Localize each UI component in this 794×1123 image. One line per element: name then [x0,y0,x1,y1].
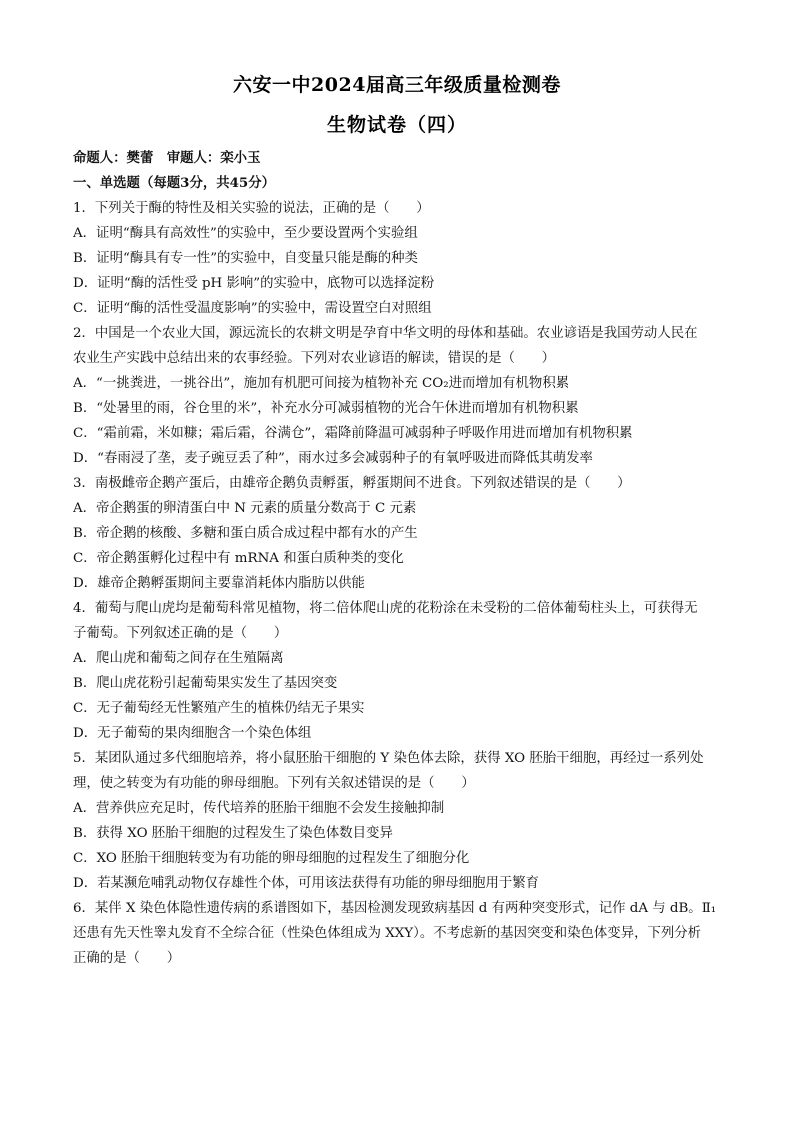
text-line: 3．南极雌帝企鹅产蛋后，由雄帝企鹅负责孵蛋，孵蛋期间不进食。下列叙述错误的是（ ） [73,476,631,491]
exam-title: 六安一中2024届高三年级质量检测卷 [233,74,561,96]
text-line: B．帝企鹅的核酸、多糖和蛋白质合成过程中都有水的产生 [73,526,418,541]
text-line: A．营养供应充足时，传代培养的胚胎干细胞不会发生接触抑制 [73,801,445,816]
text-line: 子葡萄。下列叙述正确的是（ ） [73,626,288,641]
text-line: D．证明“酶的活性受 pH 影响”的实验中，底物可以选择淀粉 [73,276,435,291]
text-line: 5．某团队通过多代细胞培养，将小鼠胚胎干细胞的 Y 染色体去除，获得 XO 胚胎干细胞，再经过一系列处 [73,751,704,766]
question-lines [73,196,723,971]
text-line: C．无子葡萄经无性繁殖产生的植株仍结无子果实 [73,701,365,716]
text-line: C．“霜前霜，米如糠；霜后霜，谷满仓”，霜降前降温可减弱种子呼吸作用进而增加有机物积累 [73,426,633,441]
text-line: B．“处暑里的雨，谷仓里的米”，补充水分可减弱植物的光合午休进而增加有机物积累 [73,401,579,416]
text-line: 2．中国是一个农业大国，源远流长的农耕文明是孕育中华文明的母体和基础。农业谚语是我国劳动人民在 [73,326,698,341]
text-line: 正确的是（ ） [73,951,181,966]
text-line: D．雄帝企鹅孵蛋期间主要靠消耗体内脂肪以供能 [73,576,365,591]
text-line: 1．下列关于酶的特性及相关实验的说法，正确的是（ ） [73,201,430,216]
exam-subtitle: 生物试卷（四） [326,114,467,136]
exam-content [73,146,723,971]
text-line: D．若某濒危哺乳动物仅存雄性个体，可用该法获得有功能的卵母细胞用于繁育 [73,876,540,891]
text-line: B．获得 XO 胚胎干细胞的过程发生了染色体数目变异 [73,826,393,841]
text-line: A．“一挑粪进，一挑谷出”，施加有机肥可间接为植物补充 CO₂进而增加有机物积累 [73,376,570,391]
text-line: D．“春雨浸了垄，麦子豌豆丢了种”，雨水过多会减弱种子的有氧呼吸进而降低其萌发率 [73,451,593,466]
text-line: 4．葡萄与爬山虎均是葡萄科常见植物，将二倍体爬山虎的花粉涂在未受粉的二倍体葡萄柱头上，可获得无 [73,601,698,616]
text-line: B．证明“酶具有专一性”的实验中，自变量只能是酶的种类 [73,251,418,266]
text-line: 6．某伴 X 染色体隐性遗传病的系谱图如下，基因检测发现致病基因 d 有两种突变形式，记作 dA 与 dB。Ⅱ₁ [73,901,717,916]
text-line: A．证明“酶具有高效性”的实验中，至少要设置两个实验组 [73,226,418,241]
section-heading: 一、单选题（每题3分，共45分） [73,175,276,191]
text-line: 农业生产实践中总结出来的农事经验。下列对农业谚语的解读，错误的是（ ） [73,351,556,366]
text-line: A．爬山虎和葡萄之间存在生殖隔离 [73,651,284,666]
authors-line: 命题人：樊蕾 审题人：栾小玉 [73,150,261,166]
text-line: C．帝企鹅蛋孵化过程中有 mRNA 和蛋白质种类的变化 [73,551,404,566]
text-line: 理，使之转变为有功能的卵母细胞。下列有关叙述错误的是（ ） [73,776,475,791]
text-line: A．帝企鹅蛋的卵清蛋白中 N 元素的质量分数高于 C 元素 [73,501,417,516]
text-line: 还患有先天性睾丸发育不全综合征（性染色体组成为 XXY）。不考虑新的基因突变和染色体变异，下列分析 [73,926,702,941]
text-line: D．无子葡萄的果肉细胞含一个染色体组 [73,726,312,741]
text-line: C．证明“酶的活性受温度影响”的实验中，需设置空白对照组 [73,301,432,316]
text-line: C．XO 胚胎干细胞转变为有功能的卵母细胞的过程发生了细胞分化 [73,851,470,866]
text-line: B．爬山虎花粉引起葡萄果实发生了基因突变 [73,676,338,691]
